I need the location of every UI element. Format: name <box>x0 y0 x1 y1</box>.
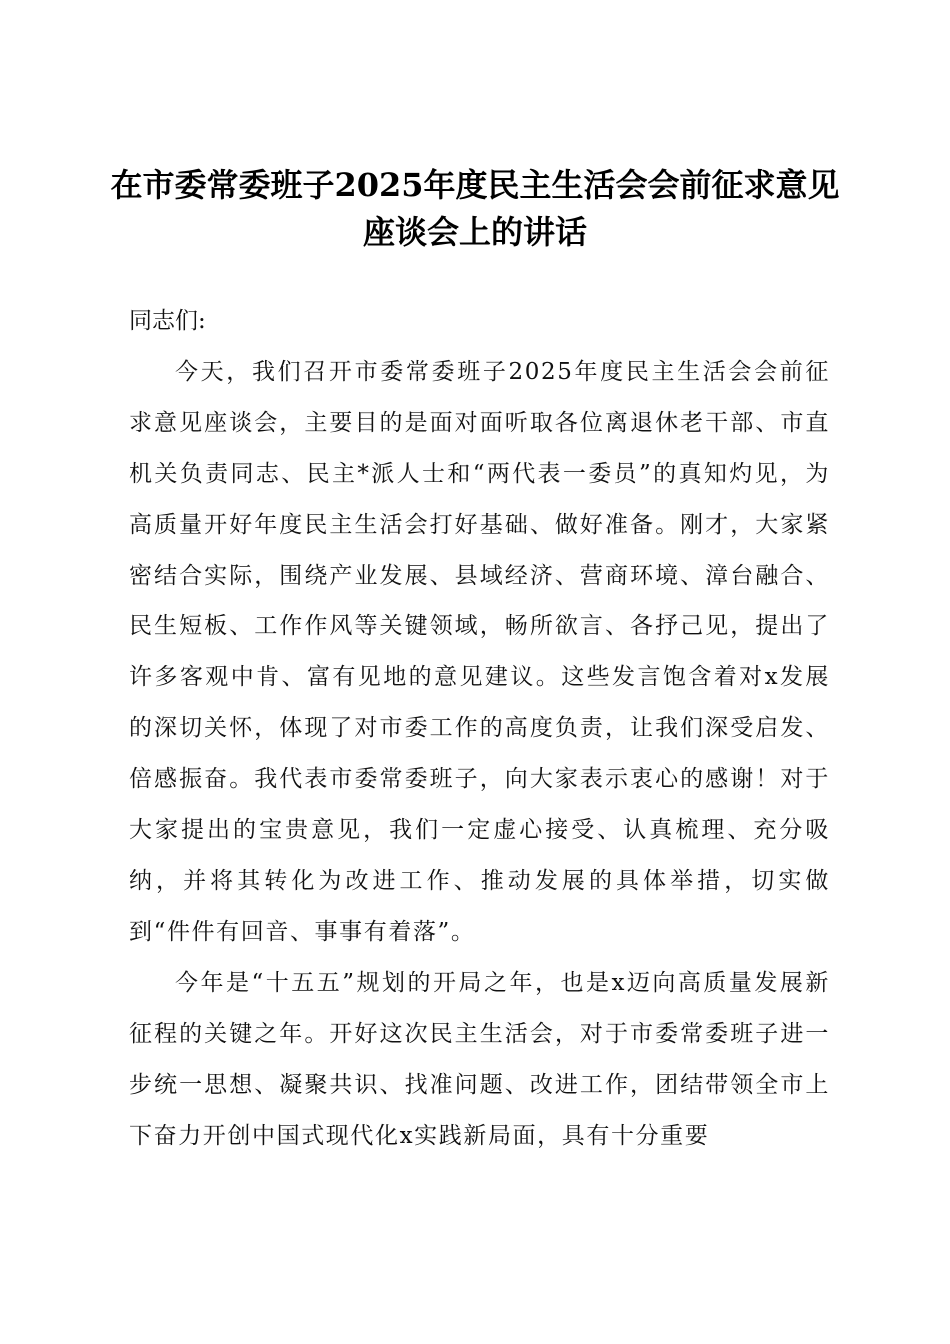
document-body <box>129 296 830 1161</box>
document-title: 在市委常委班子2025年度民主生活会会前征求意见座谈会上的讲话 <box>110 166 840 251</box>
salutation: 同志们: <box>129 308 206 334</box>
paragraph-1: 今天，我们召开市委常委班子2025年度民主生活会会前征求意见座谈会，主要目的是面对面听取各位离退休老干部、市直机关负责同志、民主*派人士和“两代表一委员”的真知灼见，为高质量开好年度民主生活会打好基础、做好准备。刚才，大家紧密结合实际，围绕产业发展、县域经济、营商环境、漳台融合、民生短板、工作作风等关键领域，畅所欲言、各抒己见，提出了许多客观中肯、富有见地的意见建议。这些发言饱含着对x发展的深切关怀，体现了对市委工作的高度负责，让我们深受启发、倍感振奋。我代表市委常委班子，向大家表示衷心的感谢！对于大家提出的宝贵意见，我们一定虚心接受、认真梳理、充分吸纳，并将其转化为改进工作、推动发展的具体举措，切实做到“件件有回音、事事有着落”。 <box>129 358 830 945</box>
paragraph-2: 今年是“十五五”规划的开局之年，也是x迈向高质量发展新征程的关键之年。开好这次民主生活会，对于市委常委班子进一步统一思想、凝聚共识、找准问题、改进工作，团结带领全市上下奋力开创中国式现代化x实践新局面，具有十分重要 <box>129 969 830 1149</box>
